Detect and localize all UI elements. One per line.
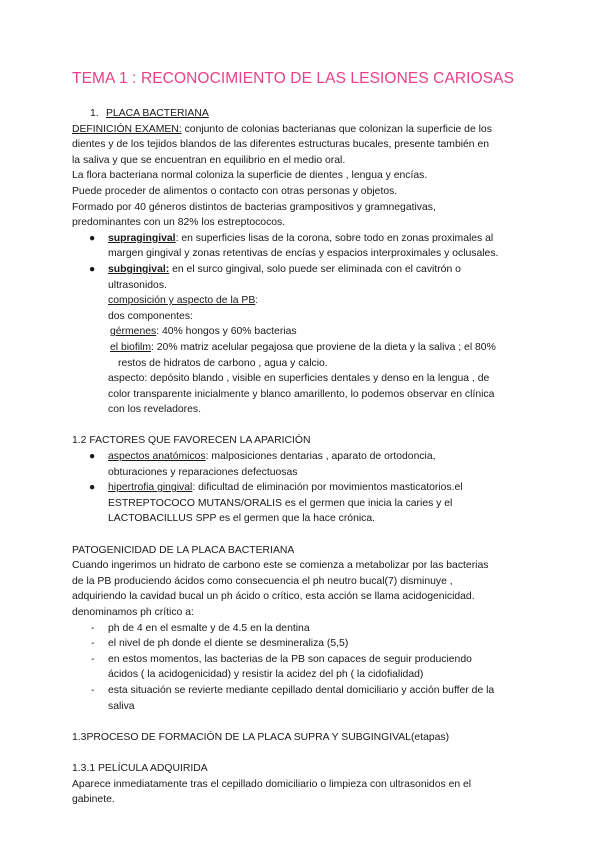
section-heading-factores: 1.2 FACTORES QUE FAVORECEN LA APARICIÓN <box>72 435 311 447</box>
bullet-text: : malposiciones dentarias , aparato de ortodoncia, <box>205 451 436 463</box>
biofilm-label: el biofilm <box>110 341 151 353</box>
dash-icon: - <box>91 638 95 650</box>
bullet-label: aspectos anatómicos <box>108 451 206 463</box>
section-heading-pelicula-adquirida: 1.3.1 PELÍCULA ADQUIRIDA <box>72 762 208 774</box>
text-line: denominamos ph crítico a: <box>72 607 194 618</box>
bullet-icon: ● <box>89 482 96 494</box>
biofilm-text: : 20% matriz acelular pegajosa que proviene de la dieta y la saliva ; el 80% <box>151 341 496 353</box>
list-number: 1. <box>90 108 99 119</box>
bullet-item-hipertrofia-gingival <box>72 480 532 527</box>
bullet-item-subgingival <box>72 262 532 293</box>
bullet-text: LACTOBACILLUS SPP es el germen que la hace crónica. <box>108 513 376 525</box>
germenes-label: gérmenes <box>110 326 157 338</box>
bullet-item-supragingival <box>72 231 532 262</box>
section-heading-text: PLACA BACTERIANA <box>106 108 209 119</box>
dash-text: ph de 4 en el esmalte y de 4.5 en la dentina <box>108 622 310 634</box>
bullet-text: : en superficies lisas de la corona, sobre todo en zonas proximales al <box>175 232 494 244</box>
bullet-text: ultrasonidos. <box>108 279 167 291</box>
section-heading-proceso-formacion: 1.3PROCESO DE FORMACIÓN DE LA PLACA SUPRA Y SUBGINGIVAL(etapas) <box>72 731 450 743</box>
bullet-icon: ● <box>89 263 96 275</box>
dash-icon: - <box>91 653 95 665</box>
text-line: dos componentes: <box>108 310 193 322</box>
text-line: gabinete. <box>72 794 115 806</box>
bullet-text: margen gingival y zonas retentivas de encías y espacios interproximales y oclusales. <box>108 248 499 260</box>
document-body <box>72 106 532 808</box>
text-line: Formado por 40 géneros distintos de bacterias grampositivos y gramnegativas, <box>72 201 436 213</box>
bullet-text: obturaciones y reparaciones defectuosas <box>108 466 298 478</box>
page-title: TEMA 1 : RECONOCIMIENTO DE LAS LESIONES CARIOSAS <box>72 70 515 87</box>
composition-colon: : <box>255 295 259 307</box>
bullet-label: supragingival <box>108 232 176 244</box>
composition-label: composición y aspecto de la PB <box>108 295 256 307</box>
germenes-text: : 40% hongos y 60% bacterias <box>156 326 297 338</box>
germenes-line <box>72 324 532 340</box>
bullet-text: ESTREPTOCOCO MUTANS/ORALIS es el germen que inicia la caries y el <box>108 497 453 509</box>
biofilm-line <box>72 340 532 356</box>
dash-item <box>72 636 532 652</box>
definition-paragraph <box>72 122 532 138</box>
dash-text: esta situación se revierte mediante cepillado dental domiciliario y acción buffer de la <box>108 684 495 696</box>
definition-text: conjunto de colonias bacterianas que colonizan la superficie de los <box>181 123 492 135</box>
composition-heading <box>72 293 532 309</box>
text-line: Puede proceder de alimentos o contacto con otras personas y objetos. <box>72 185 398 197</box>
text-line: Cuando ingerimos un hidrato de carbono este se comienza a metabolizar por las bacterias <box>72 560 489 572</box>
text-line: restos de hidratos de carbono , agua y calcio. <box>118 357 328 369</box>
dash-item <box>72 683 532 714</box>
text-line: con los reveladores. <box>108 404 201 416</box>
bullet-text: : dificultad de eliminación por movimientos masticatorios.el <box>192 482 463 494</box>
text-line: dientes y de los tejidos blandos de las diferentes estructuras bucales, presente también en <box>72 139 490 151</box>
text-line: La flora bacteriana normal coloniza la superficie de dientes , lengua y encías. <box>72 170 428 182</box>
bullet-label: hipertrofia gingival <box>108 482 193 494</box>
dash-text: el nivel de ph donde el diente se desmineraliza (5,5) <box>108 638 349 650</box>
dash-icon: - <box>91 684 95 696</box>
section-heading-placa-bacteriana <box>72 106 532 122</box>
dash-item <box>72 621 532 637</box>
text-line: adquiriendo la cavidad bucal un ph ácido o crítico, esta acción se llama acidogenicidad. <box>72 591 475 603</box>
bullet-icon: ● <box>89 451 96 463</box>
dash-icon: - <box>91 622 95 634</box>
bullet-icon: ● <box>89 232 96 244</box>
text-line: Aparece inmediatamente tras el cepillado domiciliario o limpieza con ultrasonidos en el <box>72 778 472 790</box>
dash-text: saliva <box>108 700 135 712</box>
dash-text: ácidos ( la acidogenicidad) y resistir la acidez del ph ( la cidofialidad) <box>108 669 424 681</box>
text-line: color transparente inicialmente y blanco amarillento, lo podemos observar en clínica <box>108 388 495 400</box>
text-line: aspecto: depósito blando , visible en superficies dentales y denso en la lengua , de <box>108 373 490 385</box>
text-line: la saliva y que se encuentran en equilibrio en el medio oral. <box>72 154 346 166</box>
bullet-item-aspectos-anatomicos <box>72 449 532 480</box>
bullet-text: en el surco gingival, solo puede ser eliminada con el cavitrón o <box>169 263 461 275</box>
text-line: predominantes con un 82% los estreptococos. <box>72 217 286 229</box>
section-heading-patogenicidad: PATOGENICIDAD DE LA PLACA BACTERIANA <box>72 544 295 556</box>
text-line: de la PB produciendo ácidos como consecuencia el ph neutro bucal(7) disminuye , <box>72 575 453 587</box>
definition-label: DEFINICIÓN EXAMEN: <box>72 123 182 135</box>
bullet-label: subgingival: <box>108 263 170 275</box>
dash-text: en estos momentos, las bacterias de la PB son capaces de seguir produciendo <box>108 653 472 665</box>
dash-item <box>72 652 532 683</box>
